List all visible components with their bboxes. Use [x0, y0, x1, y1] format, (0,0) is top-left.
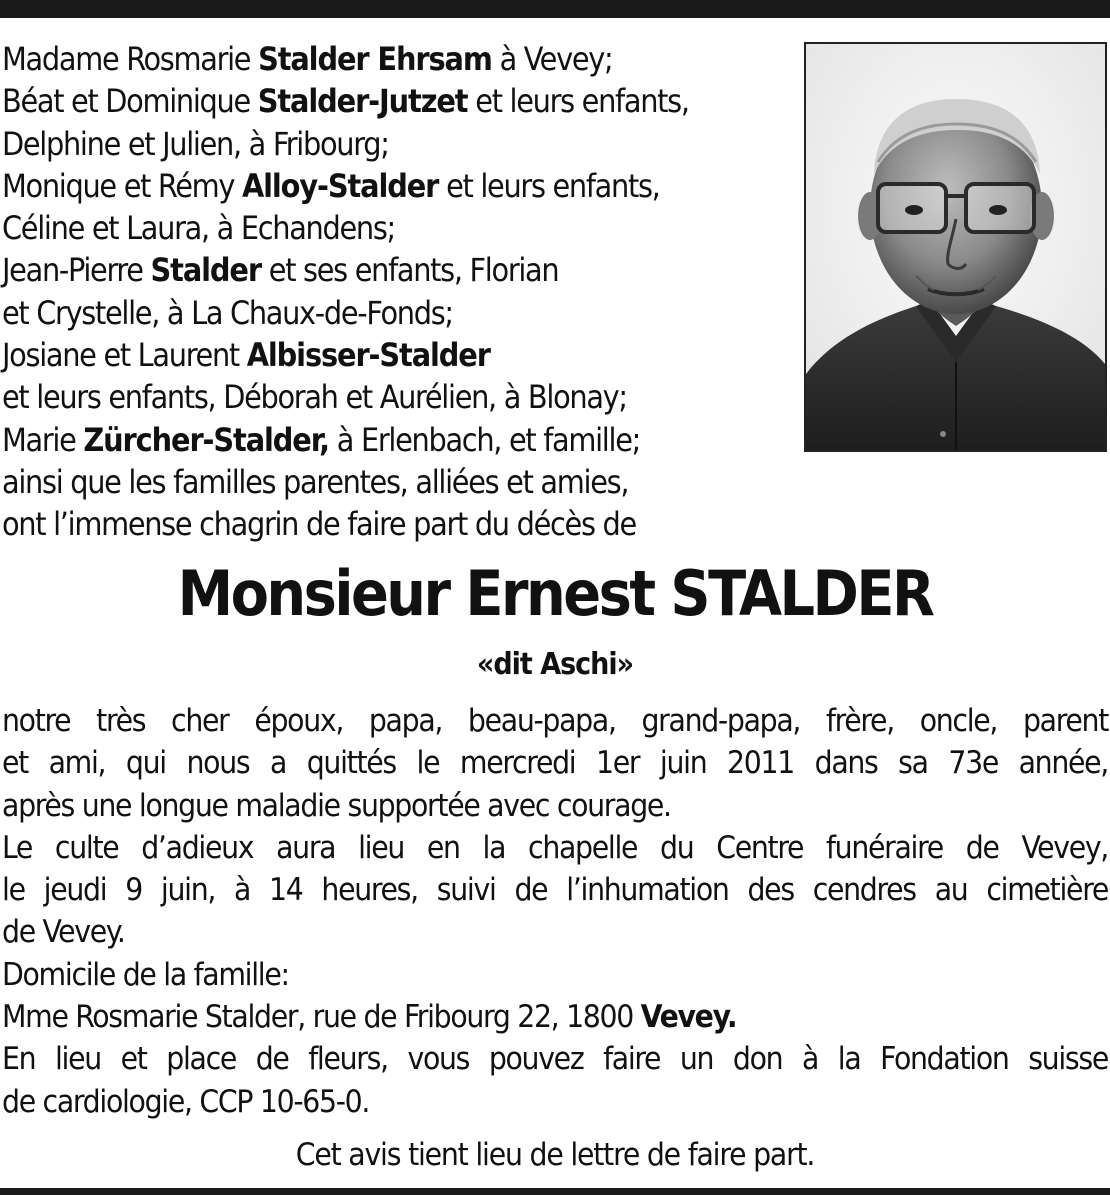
family-line: et Crystelle, à La Chaux-de-Fonds;	[2, 293, 453, 332]
bottom-rule	[0, 1188, 1110, 1195]
body-line: En lieu et place de fleurs, vous pouvez faire un don à la Fondation suisse	[2, 1041, 1108, 1078]
deceased-name: Monsieur Ernest STALDER	[177, 557, 933, 630]
body-line: de Vevey.	[2, 914, 125, 951]
family-line: Madame Rosmarie Stalder Ehrsam à Vevey;	[2, 40, 613, 78]
top-rule	[0, 0, 1110, 18]
body-line: Mme Rosmarie Stalder, rue de Fribourg 22, 1800 Vevey.	[2, 999, 737, 1036]
family-line: ainsi que les familles parentes, alliées et amies,	[2, 462, 629, 501]
body-line: Domicile de la famille:	[2, 956, 289, 993]
portrait-illustration	[806, 44, 1105, 450]
body-line: après une longue maladie supportée avec courage.	[2, 787, 671, 824]
body-line: le jeudi 9 juin, à 14 heures, suivi de l’inhumation des cendres au cimetière	[2, 872, 1108, 909]
body-line: notre très cher époux, papa, beau-papa, grand-papa, frère, oncle, parent	[2, 703, 1108, 739]
family-line: Monique et Rémy Alloy-Stalder et leurs enfants,	[2, 166, 660, 205]
family-list	[2, 38, 792, 546]
notice-body	[2, 700, 1108, 1123]
deceased-nickname: «dit Aschi»	[476, 647, 634, 682]
family-line: et leurs enfants, Déborah et Aurélien, à Blonay;	[2, 378, 627, 417]
family-line: Delphine et Julien, à Fribourg;	[2, 124, 389, 163]
family-line: Béat et Dominique Stalder-Jutzet et leurs enfants,	[2, 82, 689, 121]
body-line: Le culte d’adieux aura lieu en la chapelle du Centre funéraire de Vevey,	[2, 829, 1108, 866]
body-line: et ami, qui nous a quittés le mercredi 1er juin 2011 dans sa 73e année,	[2, 745, 1108, 782]
family-line: Josiane et Laurent Albisser-Stalder	[2, 336, 490, 375]
family-line: Céline et Laura, à Echandens;	[2, 209, 395, 248]
family-line: Jean-Pierre Stalder et ses enfants, Florian	[2, 251, 559, 290]
body-line: de cardiologie, CCP 10-65-0.	[2, 1083, 370, 1120]
portrait-photo	[804, 42, 1107, 452]
closing-note: Cet avis tient lieu de lettre de faire part.	[295, 1137, 815, 1173]
family-line: ont l’immense chagrin de faire part du décès de	[2, 505, 636, 544]
family-line: Marie Zürcher-Stalder, à Erlenbach, et famille;	[2, 420, 641, 459]
